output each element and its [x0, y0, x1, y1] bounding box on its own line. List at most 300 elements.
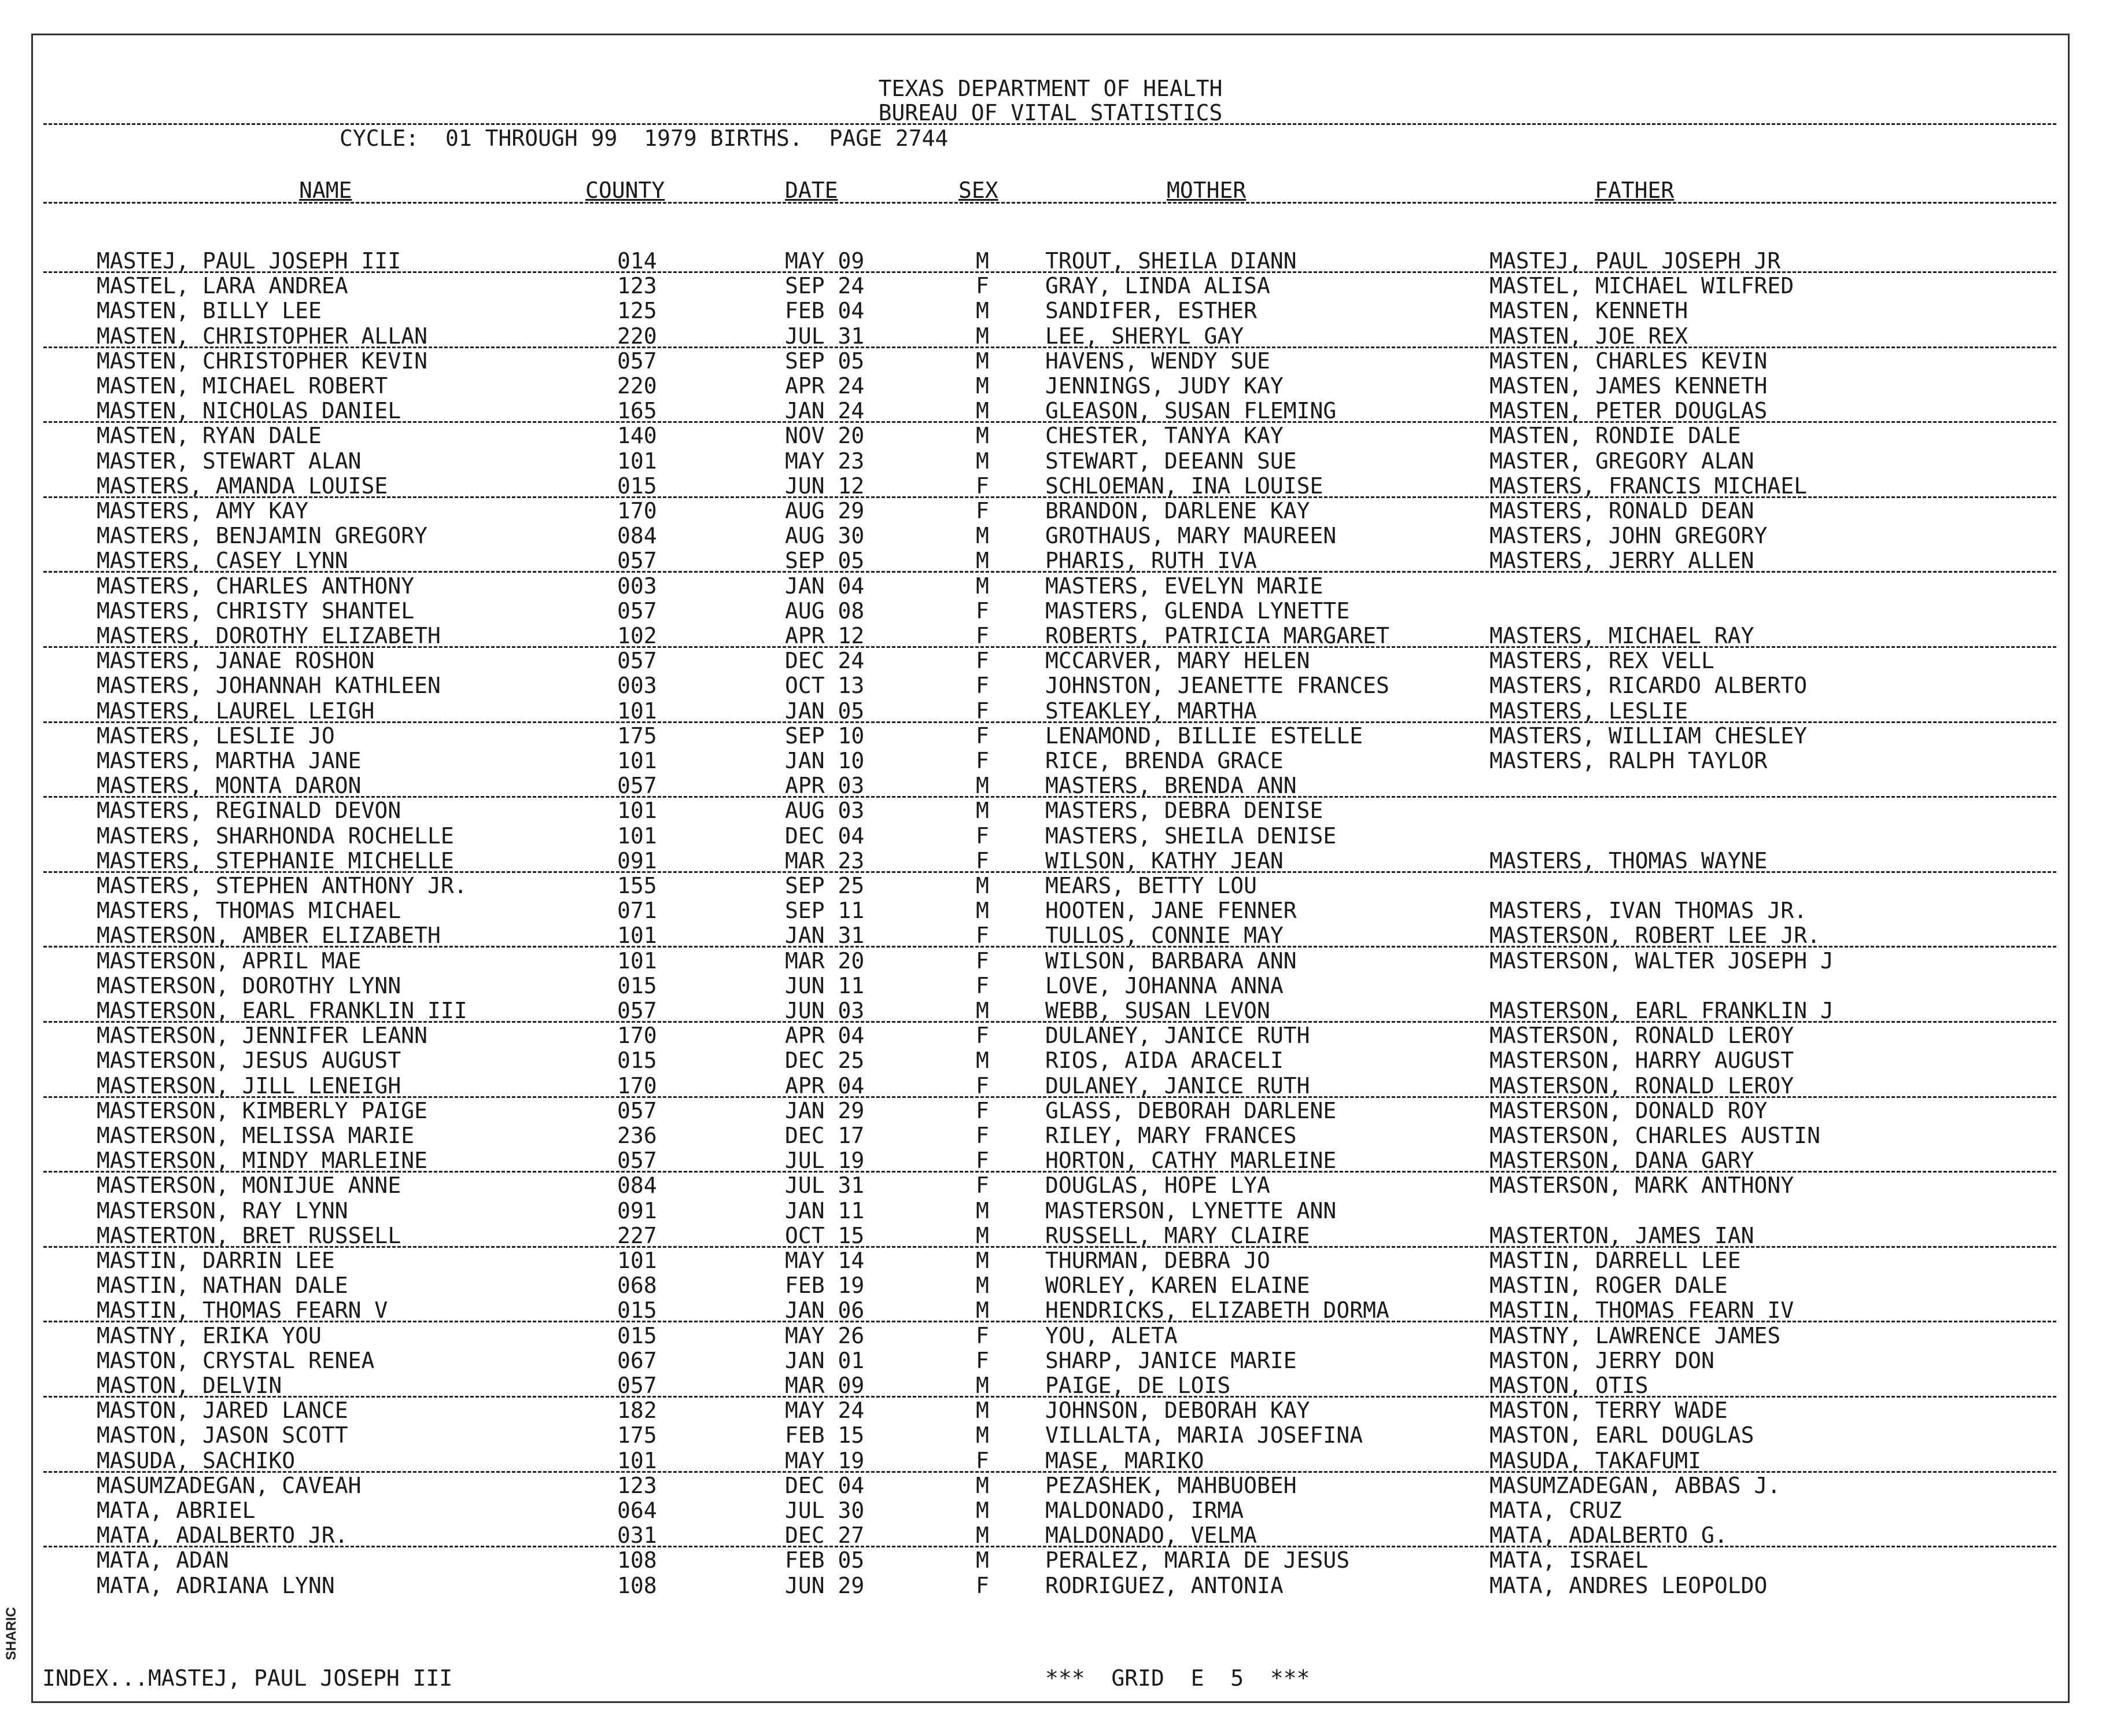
- side-tag: SHARIC: [3, 1606, 19, 1660]
- record-name: MASTERSON, MONIJUE ANNE: [97, 1173, 401, 1199]
- record-county: 101: [617, 923, 657, 949]
- record-sex: M: [976, 1498, 989, 1523]
- record-name: MASTON, JASON SCOTT: [97, 1422, 348, 1448]
- record-date: JAN 05: [785, 698, 865, 724]
- record-date: DEC 04: [785, 1472, 865, 1498]
- record-father: MASTEN, CHARLES KEVIN: [1489, 348, 1768, 374]
- record-name: MASTIN, THOMAS FEARN V: [97, 1298, 388, 1324]
- record-mother: MEARS, BETTY LOU: [1045, 873, 1257, 898]
- record-name: MASTERSON, AMBER ELIZABETH: [97, 923, 441, 949]
- record-sex: M: [976, 1472, 989, 1498]
- record-county: 057: [617, 773, 657, 799]
- record-sex: F: [976, 1097, 989, 1123]
- record-father: MASTERSON, RONALD LEROY: [1489, 1023, 1794, 1049]
- record-sex: F: [976, 847, 989, 873]
- record-mother: RODRIGUEZ, ANTONIA: [1045, 1572, 1284, 1598]
- record-county: 220: [617, 323, 657, 349]
- record-sex: M: [976, 423, 989, 449]
- record-father: MASTERSON, DONALD ROY: [1489, 1097, 1768, 1123]
- record-father: MASTERSON, EARL FRANKLIN J: [1489, 998, 1834, 1023]
- record-sex: M: [976, 523, 989, 549]
- record-county: 125: [617, 298, 657, 324]
- record-sex: F: [976, 698, 989, 724]
- record-county: 067: [617, 1347, 657, 1373]
- record-mother: WILSON, KATHY JEAN: [1045, 847, 1284, 873]
- record-father: MASTERS, IVAN THOMAS JR.: [1489, 898, 1808, 924]
- record-name: MASTERS, LESLIE JO: [97, 723, 335, 749]
- record-mother: GRAY, LINDA ALISA: [1045, 273, 1270, 299]
- column-header-county: COUNTY: [585, 178, 665, 203]
- record-county: 015: [617, 1048, 657, 1074]
- record-county: 057: [617, 1373, 657, 1398]
- record-county: 084: [617, 1173, 657, 1199]
- agency-title: TEXAS DEPARTMENT OF HEALTH: [878, 76, 1223, 101]
- record-date: SEP 24: [785, 273, 865, 299]
- record-county: 236: [617, 1123, 657, 1148]
- record-date: SEP 05: [785, 548, 865, 574]
- record-county: 101: [617, 798, 657, 824]
- record-name: MASTER, STEWART ALAN: [97, 448, 362, 474]
- record-county: 101: [617, 448, 657, 474]
- record-date: AUG 29: [785, 498, 865, 524]
- record-sex: M: [976, 1523, 989, 1549]
- record-mother: PAIGE, DE LOIS: [1045, 1373, 1231, 1398]
- record-mother: SCHLOEMAN, INA LOUISE: [1045, 473, 1323, 499]
- record-father: MASTEN, JAMES KENNETH: [1489, 373, 1768, 399]
- record-sex: F: [976, 723, 989, 749]
- record-sex: M: [976, 248, 989, 274]
- record-sex: F: [976, 1347, 989, 1373]
- record-mother: TROUT, SHEILA DIANN: [1045, 248, 1297, 274]
- record-sex: F: [976, 1447, 989, 1473]
- record-mother: RUSSELL, MARY CLAIRE: [1045, 1222, 1310, 1248]
- record-name: MASTEL, LARA ANDREA: [97, 273, 348, 299]
- record-county: 057: [617, 998, 657, 1023]
- record-county: 031: [617, 1523, 657, 1549]
- record-mother: JENNINGS, JUDY KAY: [1045, 373, 1284, 399]
- record-mother: PEZASHEK, MAHBUOBEH: [1045, 1472, 1297, 1498]
- record-mother: WORLEY, KAREN ELAINE: [1045, 1273, 1310, 1299]
- record-date: SEP 11: [785, 898, 865, 924]
- record-date: APR 24: [785, 373, 865, 399]
- record-sex: M: [976, 298, 989, 324]
- record-sex: F: [976, 473, 989, 499]
- record-date: DEC 04: [785, 823, 865, 849]
- record-sex: M: [976, 1197, 989, 1223]
- record-mother: WILSON, BARBARA ANN: [1045, 948, 1297, 974]
- record-date: AUG 08: [785, 598, 865, 624]
- record-sex: M: [976, 873, 989, 898]
- record-date: AUG 03: [785, 798, 865, 824]
- record-name: MASTERSON, APRIL MAE: [97, 948, 362, 974]
- record-sex: M: [976, 1547, 989, 1573]
- record-county: 140: [617, 423, 657, 449]
- record-mother: HOOTEN, JANE FENNER: [1045, 898, 1297, 924]
- record-sex: M: [976, 573, 989, 599]
- record-county: 170: [617, 1023, 657, 1049]
- record-father: MASTON, TERRY WADE: [1489, 1398, 1728, 1424]
- record-name: MASTERS, AMY KAY: [97, 498, 309, 524]
- record-county: 068: [617, 1273, 657, 1299]
- record-county: 101: [617, 748, 657, 773]
- record-name: MASTERS, CASEY LYNN: [97, 548, 348, 574]
- record-county: 091: [617, 1197, 657, 1223]
- record-name: MASUDA, SACHIKO: [97, 1447, 296, 1473]
- record-date: JUL 19: [785, 1148, 865, 1174]
- record-county: 064: [617, 1498, 657, 1523]
- column-header-father: FATHER: [1595, 178, 1675, 203]
- record-mother: WEBB, SUSAN LEVON: [1045, 998, 1270, 1023]
- record-name: MASTERS, MONTA DARON: [97, 773, 362, 799]
- record-father: MASTERS, MICHAEL RAY: [1489, 623, 1754, 648]
- record-county: 101: [617, 823, 657, 849]
- record-mother: YOU, ALETA: [1045, 1322, 1178, 1348]
- record-date: MAR 20: [785, 948, 865, 974]
- column-header-mother: MOTHER: [1167, 178, 1247, 203]
- record-name: MASTIN, DARRIN LEE: [97, 1248, 335, 1273]
- record-sex: M: [976, 448, 989, 474]
- record-date: SEP 05: [785, 348, 865, 374]
- record-name: MASTERS, BENJAMIN GREGORY: [97, 523, 427, 549]
- record-date: FEB 19: [785, 1273, 865, 1299]
- record-date: JAN 11: [785, 1197, 865, 1223]
- record-name: MASTON, CRYSTAL RENEA: [97, 1347, 375, 1373]
- record-sex: F: [976, 1322, 989, 1348]
- record-sex: M: [976, 548, 989, 574]
- record-date: APR 04: [785, 1023, 865, 1049]
- record-county: 057: [617, 1097, 657, 1123]
- record-mother: JOHNSON, DEBORAH KAY: [1045, 1398, 1310, 1424]
- record-mother: GROTHAUS, MARY MAUREEN: [1045, 523, 1337, 549]
- record-name: MASUMZADEGAN, CAVEAH: [97, 1472, 362, 1498]
- record-name: MASTERSON, DOROTHY LYNN: [97, 972, 401, 998]
- record-father: MASTIN, THOMAS FEARN IV: [1489, 1298, 1794, 1324]
- record-date: JUN 29: [785, 1572, 865, 1598]
- record-date: SEP 10: [785, 723, 865, 749]
- record-mother: LEE, SHERYL GAY: [1045, 323, 1244, 349]
- record-father: MATA, ADALBERTO G.: [1489, 1523, 1728, 1549]
- record-mother: THURMAN, DEBRA JO: [1045, 1248, 1270, 1273]
- column-header-sex: SEX: [958, 178, 998, 203]
- record-date: MAR 09: [785, 1373, 865, 1398]
- record-mother: STEWART, DEEANN SUE: [1045, 448, 1297, 474]
- record-father: MASTERS, WILLIAM CHESLEY: [1489, 723, 1808, 749]
- record-mother: DOUGLAS, HOPE LYA: [1045, 1173, 1270, 1199]
- record-county: 175: [617, 723, 657, 749]
- record-mother: JOHNSTON, JEANETTE FRANCES: [1045, 673, 1389, 699]
- record-father: MASTERS, THOMAS WAYNE: [1489, 847, 1768, 873]
- record-county: 057: [617, 648, 657, 674]
- record-mother: VILLALTA, MARIA JOSEFINA: [1045, 1422, 1363, 1448]
- record-county: 101: [617, 1447, 657, 1473]
- record-sex: F: [976, 498, 989, 524]
- record-county: 091: [617, 847, 657, 873]
- record-date: JAN 10: [785, 748, 865, 773]
- record-date: AUG 30: [785, 523, 865, 549]
- record-county: 182: [617, 1398, 657, 1424]
- record-sex: M: [976, 1422, 989, 1448]
- record-name: MASTERS, SHARHONDA ROCHELLE: [97, 823, 454, 849]
- record-sex: M: [976, 1298, 989, 1324]
- record-sex: F: [976, 623, 989, 648]
- record-mother: MASTERS, DEBRA DENISE: [1045, 798, 1323, 824]
- record-name: MASTIN, NATHAN DALE: [97, 1273, 348, 1299]
- record-name: MASTEN, RYAN DALE: [97, 423, 322, 449]
- record-county: 123: [617, 1472, 657, 1498]
- record-father: MASTERS, LESLIE: [1489, 698, 1688, 724]
- record-sex: M: [976, 1248, 989, 1273]
- record-mother: MASTERSON, LYNETTE ANN: [1045, 1197, 1337, 1223]
- record-date: MAY 19: [785, 1447, 865, 1473]
- record-sex: F: [976, 1123, 989, 1148]
- record-sex: M: [976, 998, 989, 1023]
- record-sex: M: [976, 798, 989, 824]
- record-mother: MASTERS, SHEILA DENISE: [1045, 823, 1337, 849]
- record-name: MASTERSON, KIMBERLY PAIGE: [97, 1097, 427, 1123]
- record-father: MASTERS, RONALD DEAN: [1489, 498, 1754, 524]
- record-name: MASTERS, CHARLES ANTHONY: [97, 573, 415, 599]
- record-mother: TULLOS, CONNIE MAY: [1045, 923, 1284, 949]
- record-mother: RILEY, MARY FRANCES: [1045, 1123, 1297, 1148]
- record-sex: F: [976, 823, 989, 849]
- record-sex: M: [976, 398, 989, 424]
- record-mother: HORTON, CATHY MARLEINE: [1045, 1148, 1337, 1174]
- record-mother: LOVE, JOHANNA ANNA: [1045, 972, 1284, 998]
- record-sex: F: [976, 673, 989, 699]
- record-name: MASTERSON, MINDY MARLEINE: [97, 1148, 427, 1174]
- record-county: 227: [617, 1222, 657, 1248]
- record-father: MASTEN, KENNETH: [1489, 298, 1688, 324]
- record-mother: BRANDON, DARLENE KAY: [1045, 498, 1310, 524]
- record-county: 102: [617, 623, 657, 648]
- record-name: MASTON, DELVIN: [97, 1373, 282, 1398]
- record-father: MASTERS, FRANCIS MICHAEL: [1489, 473, 1808, 499]
- record-father: MASTERS, RICARDO ALBERTO: [1489, 673, 1808, 699]
- record-sex: M: [976, 323, 989, 349]
- record-date: FEB 05: [785, 1547, 865, 1573]
- record-father: MASTERSON, HARRY AUGUST: [1489, 1048, 1794, 1074]
- record-date: JAN 01: [785, 1347, 865, 1373]
- record-sex: F: [976, 923, 989, 949]
- record-father: MASTERS, REX VELL: [1489, 648, 1714, 674]
- record-sex: M: [976, 898, 989, 924]
- bureau-title: BUREAU OF VITAL STATISTICS: [878, 100, 1223, 126]
- record-name: MASTERSON, MELISSA MARIE: [97, 1123, 415, 1148]
- record-county: 155: [617, 873, 657, 898]
- record-name: MASTNY, ERIKA YOU: [97, 1322, 322, 1348]
- record-date: JAN 31: [785, 923, 865, 949]
- record-county: 003: [617, 573, 657, 599]
- index-footer: INDEX...MASTEJ, PAUL JOSEPH III: [42, 1665, 453, 1691]
- record-father: MASTERTON, JAMES IAN: [1489, 1222, 1754, 1248]
- record-date: SEP 25: [785, 873, 865, 898]
- record-county: 220: [617, 373, 657, 399]
- record-mother: RICE, BRENDA GRACE: [1045, 748, 1284, 773]
- record-sex: M: [976, 348, 989, 374]
- record-father: MASTERSON, CHARLES AUSTIN: [1489, 1123, 1820, 1148]
- record-date: DEC 25: [785, 1048, 865, 1074]
- record-father: MASTEN, JOE REX: [1489, 323, 1688, 349]
- record-name: MASTERS, MARTHA JANE: [97, 748, 362, 773]
- record-mother: MASE, MARIKO: [1045, 1447, 1204, 1473]
- record-mother: HENDRICKS, ELIZABETH DORMA: [1045, 1298, 1389, 1324]
- record-mother: LENAMOND, BILLIE ESTELLE: [1045, 723, 1363, 749]
- record-county: 014: [617, 248, 657, 274]
- record-sex: F: [976, 273, 989, 299]
- record-name: MASTERS, DOROTHY ELIZABETH: [97, 623, 441, 648]
- record-father: MASTEJ, PAUL JOSEPH JR: [1489, 248, 1781, 274]
- record-date: JUL 31: [785, 323, 865, 349]
- record-sex: M: [976, 773, 989, 799]
- record-county: 101: [617, 948, 657, 974]
- record-name: MASTERS, THOMAS MICHAEL: [97, 898, 401, 924]
- record-sex: F: [976, 648, 989, 674]
- record-mother: GLEASON, SUSAN FLEMING: [1045, 398, 1337, 424]
- record-date: MAY 24: [785, 1398, 865, 1424]
- record-sex: F: [976, 1072, 989, 1099]
- record-father: MASTNY, LAWRENCE JAMES: [1489, 1322, 1781, 1348]
- record-date: JAN 24: [785, 398, 865, 424]
- record-sex: M: [976, 1048, 989, 1074]
- record-date: JAN 04: [785, 573, 865, 599]
- record-father: MATA, CRUZ: [1489, 1498, 1622, 1523]
- record-name: MATA, ADALBERTO JR.: [97, 1523, 348, 1549]
- record-sex: F: [976, 948, 989, 974]
- record-date: MAY 09: [785, 248, 865, 274]
- record-county: 015: [617, 972, 657, 998]
- record-county: 165: [617, 398, 657, 424]
- record-date: FEB 04: [785, 298, 865, 324]
- record-date: NOV 20: [785, 423, 865, 449]
- record-name: MASTERS, REGINALD DEVON: [97, 798, 401, 824]
- record-date: JUN 11: [785, 972, 865, 998]
- record-name: MATA, ABRIEL: [97, 1498, 256, 1523]
- cycle-line: CYCLE: 01 THROUGH 99 1979 BIRTHS. PAGE 2744: [340, 126, 949, 151]
- record-name: MASTERS, STEPHANIE MICHELLE: [97, 847, 454, 873]
- record-name: MASTEN, MICHAEL ROBERT: [97, 373, 388, 399]
- record-date: OCT 13: [785, 673, 865, 699]
- record-mother: STEAKLEY, MARTHA: [1045, 698, 1257, 724]
- record-name: MASTON, JARED LANCE: [97, 1398, 348, 1424]
- record-county: 057: [617, 348, 657, 374]
- record-sex: M: [976, 1222, 989, 1248]
- record-county: 015: [617, 1322, 657, 1348]
- record-mother: CHESTER, TANYA KAY: [1045, 423, 1284, 449]
- record-date: JAN 06: [785, 1298, 865, 1324]
- record-father: MASTIN, DARRELL LEE: [1489, 1248, 1741, 1273]
- record-date: DEC 17: [785, 1123, 865, 1148]
- record-date: MAR 23: [785, 847, 865, 873]
- record-mother: RIOS, AIDA ARACELI: [1045, 1048, 1284, 1074]
- record-name: MASTERSON, JENNIFER LEANN: [97, 1023, 427, 1049]
- report-sheet: [31, 34, 2070, 1703]
- column-header-name: NAME: [299, 178, 352, 203]
- record-name: MASTERS, CHRISTY SHANTEL: [97, 598, 415, 624]
- record-mother: PHARIS, RUTH IVA: [1045, 548, 1257, 574]
- record-date: MAY 23: [785, 448, 865, 474]
- record-father: MASTIN, ROGER DALE: [1489, 1273, 1728, 1299]
- record-county: 108: [617, 1572, 657, 1598]
- record-father: MASTERS, RALPH TAYLOR: [1489, 748, 1768, 773]
- record-date: APR 12: [785, 623, 865, 648]
- record-sex: F: [976, 1572, 989, 1598]
- record-father: MASTERSON, WALTER JOSEPH J: [1489, 948, 1834, 974]
- record-date: APR 03: [785, 773, 865, 799]
- record-name: MATA, ADRIANA LYNN: [97, 1572, 335, 1598]
- record-father: MASTERSON, DANA GARY: [1489, 1148, 1754, 1174]
- record-sex: M: [976, 1373, 989, 1398]
- record-county: 015: [617, 473, 657, 499]
- record-sex: F: [976, 1148, 989, 1174]
- record-date: JUN 03: [785, 998, 865, 1023]
- record-county: 170: [617, 1072, 657, 1099]
- record-mother: MASTERS, BRENDA ANN: [1045, 773, 1297, 799]
- record-date: APR 04: [785, 1072, 865, 1099]
- record-father: MASTERSON, RONALD LEROY: [1489, 1072, 1794, 1099]
- record-sex: F: [976, 1173, 989, 1199]
- record-sex: M: [976, 373, 989, 399]
- record-name: MASTEJ, PAUL JOSEPH III: [97, 248, 401, 274]
- column-divider: [43, 202, 2056, 204]
- record-county: 015: [617, 1298, 657, 1324]
- record-mother: ROBERTS, PATRICIA MARGARET: [1045, 623, 1389, 648]
- record-father: MASTON, JERRY DON: [1489, 1347, 1714, 1373]
- record-father: MASUDA, TAKAFUMI: [1489, 1447, 1702, 1473]
- record-date: DEC 24: [785, 648, 865, 674]
- record-mother: MALDONADO, IRMA: [1045, 1498, 1244, 1523]
- record-name: MASTERTON, BRET RUSSELL: [97, 1222, 401, 1248]
- record-county: 175: [617, 1422, 657, 1448]
- record-mother: DULANEY, JANICE RUTH: [1045, 1023, 1310, 1049]
- record-date: MAY 14: [785, 1248, 865, 1273]
- record-name: MASTERS, JOHANNAH KATHLEEN: [97, 673, 441, 699]
- record-sex: F: [976, 1023, 989, 1049]
- record-sex: F: [976, 748, 989, 773]
- column-header-date: DATE: [785, 178, 838, 203]
- record-date: JAN 29: [785, 1097, 865, 1123]
- record-name: MASTEN, BILLY LEE: [97, 298, 322, 324]
- record-mother: MCCARVER, MARY HELEN: [1045, 648, 1310, 674]
- record-date: JUL 31: [785, 1173, 865, 1199]
- record-date: OCT 15: [785, 1222, 865, 1248]
- record-name: MASTERS, AMANDA LOUISE: [97, 473, 388, 499]
- record-county: 057: [617, 598, 657, 624]
- record-father: MASTEL, MICHAEL WILFRED: [1489, 273, 1794, 299]
- record-mother: PERALEZ, MARIA DE JESUS: [1045, 1547, 1350, 1573]
- record-sex: M: [976, 1398, 989, 1424]
- record-county: 084: [617, 523, 657, 549]
- record-father: MASTERSON, MARK ANTHONY: [1489, 1173, 1794, 1199]
- record-name: MASTEN, NICHOLAS DANIEL: [97, 398, 401, 424]
- record-father: MASTON, EARL DOUGLAS: [1489, 1422, 1754, 1448]
- record-mother: HAVENS, WENDY SUE: [1045, 348, 1270, 374]
- record-name: MASTERS, JANAE ROSHON: [97, 648, 375, 674]
- record-sex: M: [976, 1273, 989, 1299]
- record-county: 003: [617, 673, 657, 699]
- record-name: MASTERSON, JESUS AUGUST: [97, 1048, 401, 1074]
- record-name: MATA, ADAN: [97, 1547, 229, 1573]
- record-county: 170: [617, 498, 657, 524]
- record-mother: MASTERS, GLENDA LYNETTE: [1045, 598, 1350, 624]
- record-county: 101: [617, 698, 657, 724]
- record-date: JUL 30: [785, 1498, 865, 1523]
- record-date: FEB 15: [785, 1422, 865, 1448]
- record-county: 108: [617, 1547, 657, 1573]
- record-mother: SANDIFER, ESTHER: [1045, 298, 1257, 324]
- record-mother: MASTERS, EVELYN MARIE: [1045, 573, 1323, 599]
- record-name: MASTERSON, JILL LENEIGH: [97, 1072, 401, 1099]
- record-name: MASTERS, LAUREL LEIGH: [97, 698, 375, 724]
